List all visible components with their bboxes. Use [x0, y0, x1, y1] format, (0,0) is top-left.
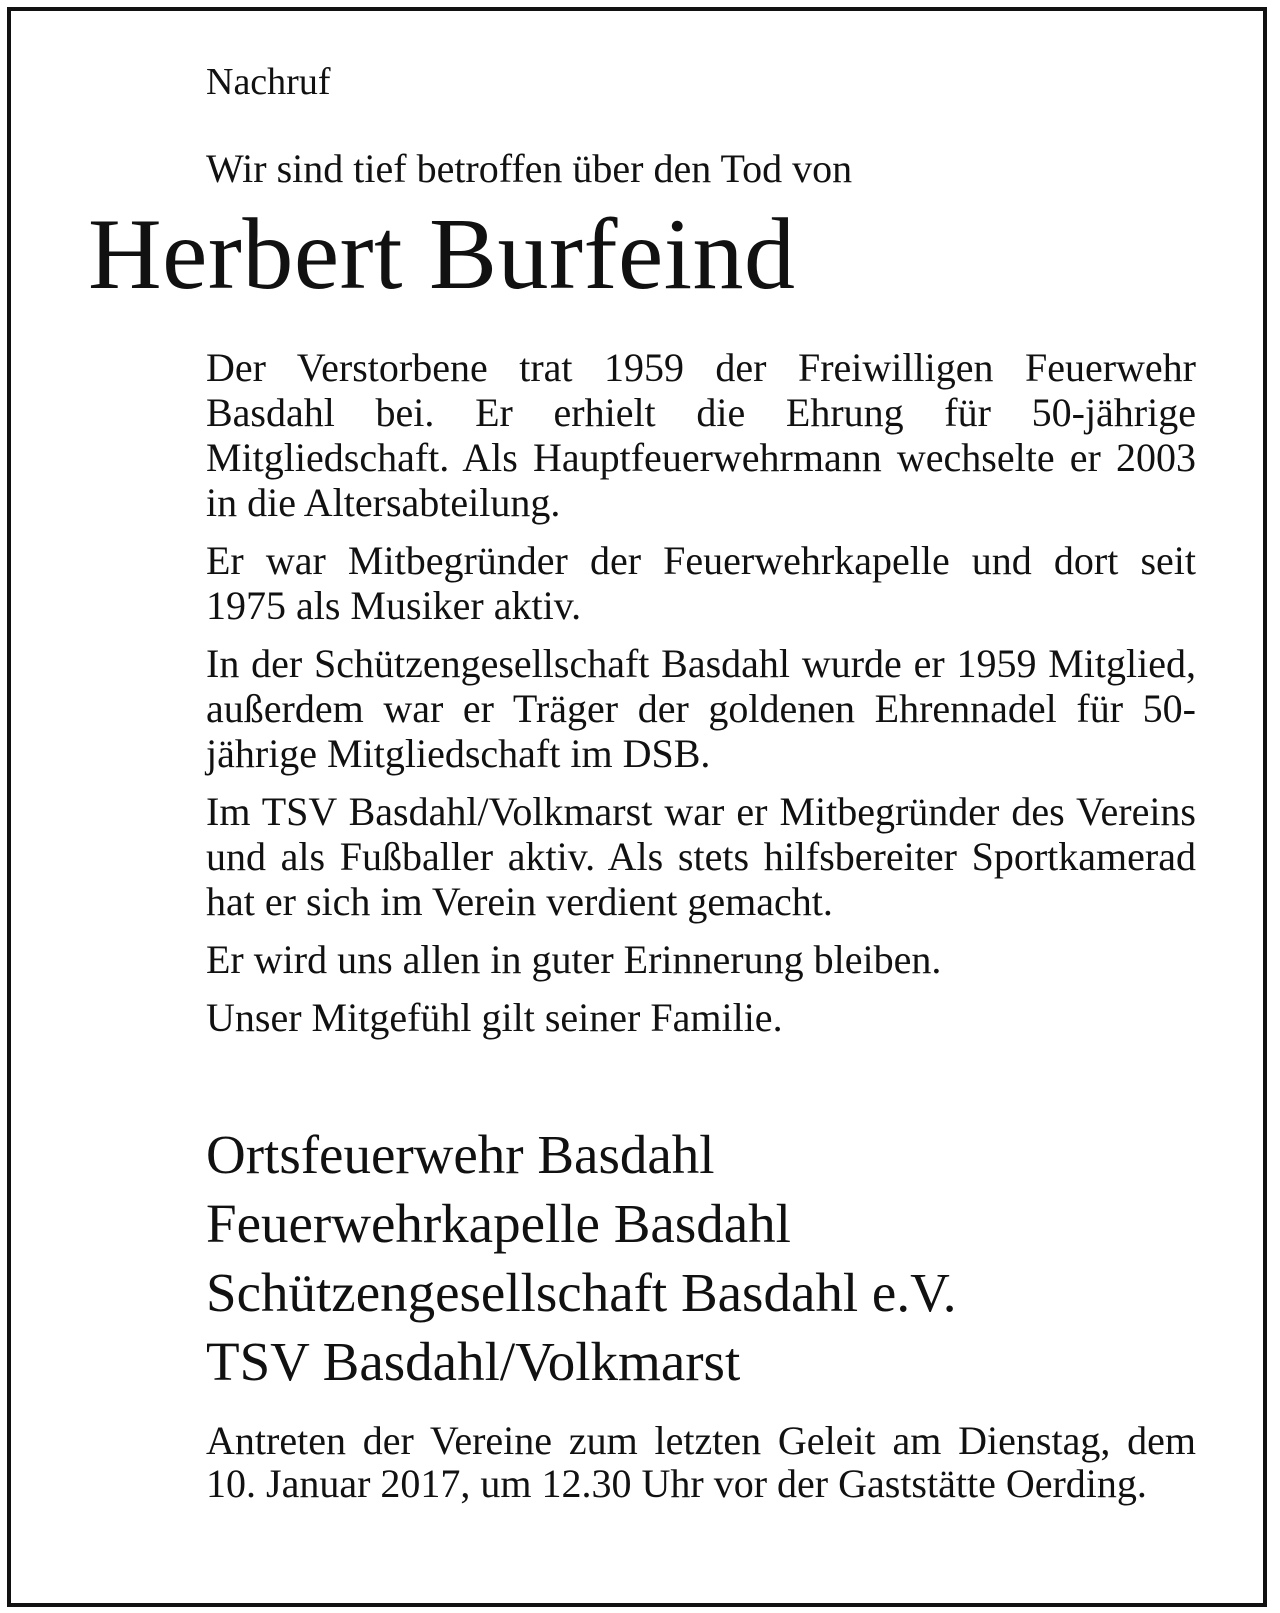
funeral-details: Antreten der Vereine zum letzten Geleit am Dienstag, dem 10. Januar 2017, um 12.30 Uhr vor der Gaststätte Oerding. — [206, 1418, 1196, 1506]
organization-item: Ortsfeuerwehr Basdahl — [206, 1124, 715, 1185]
intro-text: Wir sind tief betroffen über den Tod von — [206, 146, 853, 191]
paragraph-condolence: Unser Mitgefühl gilt seiner Familie. — [206, 995, 783, 1040]
organization-list — [206, 1120, 1206, 1396]
notice-label: Nachruf — [206, 61, 331, 103]
obituary-body — [206, 345, 1196, 1053]
organization-item: Feuerwehrkapelle Basdahl — [206, 1193, 791, 1254]
organization-item: TSV Basdahl/Volkmarst — [206, 1331, 741, 1392]
paragraph-fire-brigade: Der Verstorbene trat 1959 der Freiwilligen Feuerwehr Basdahl bei. Er erhielt die Ehrung für 50-jährige Mitgliedschaft. Als Hauptfeuerwehrmann wechselte er 2003 in die Altersabteilung. — [206, 345, 1196, 525]
paragraph-band: Er war Mitbegründer der Feuerwehrkapelle und dort seit 1975 als Musiker aktiv. — [206, 538, 1196, 628]
paragraph-remembrance: Er wird uns allen in guter Erinnerung bleiben. — [206, 937, 942, 982]
paragraph-shooting-club: In der Schützengesellschaft Basdahl wurde er 1959 Mitglied, außerdem war er Träger der goldenen Ehrennadel für 50-jährige Mitgliedschaft im DSB. — [206, 641, 1196, 776]
organization-item: Schützengesellschaft Basdahl e.V. — [206, 1262, 957, 1323]
deceased-name: Herbert Burfeind — [88, 198, 796, 311]
paragraph-sports-club: Im TSV Basdahl/Volkmarst war er Mitbegründer des Vereins und als Fußballer aktiv. Als stets hilfsbereiter Sportkamerad hat er sich im Verein verdient gemacht. — [206, 789, 1196, 924]
